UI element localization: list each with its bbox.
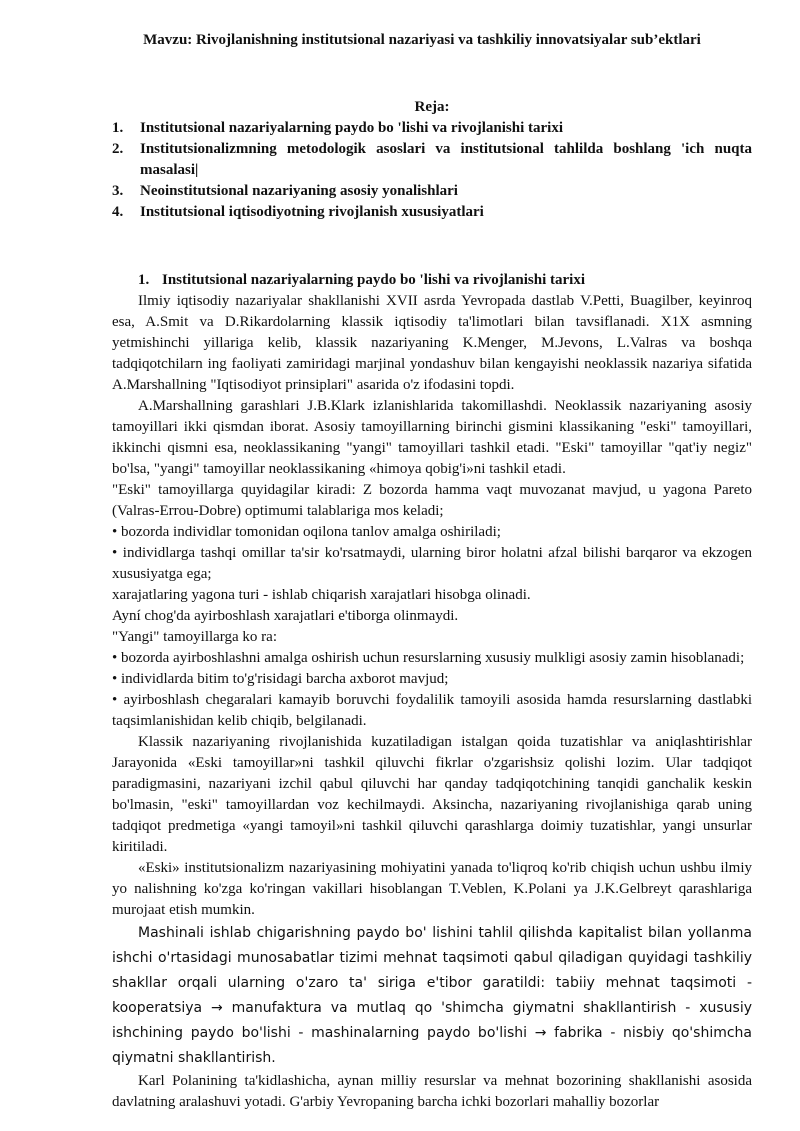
document-title: Mavzu: Rivojlanishning institutsional nazariyasi va tashkiliy innovatsiyalar sub’ektlari bbox=[143, 32, 701, 48]
paragraph: Mashinali ishlab chigarishning paydo bo' lishini tahlil qilishda kapitalist bilan yollanma ishchi o'rtasidagi munosabatlar tizimi mehnat taqsimoti qabul qiladigan quyidagi tashkiliy shakllar orqali ularning o'zaro ta' siriga e'tibor garatildi: tabiiy mehnat taqsimoti - kooperatsiya → manufaktura va mutlaq qo 'shimcha giymatni shakllantirish - xususiy ishchining paydo bo'lishi - mashinalarning paydo bo'lishi → fabrika - nisbiy qo'shimcha qiymatni shakllantirish. bbox=[112, 925, 752, 1066]
plan-item bbox=[112, 181, 752, 202]
section-body bbox=[112, 291, 752, 1113]
plan-list bbox=[112, 118, 752, 223]
section-heading bbox=[112, 270, 752, 291]
paragraph: «Eski» institutsionalizm nazariyasining mohiyatini yanada to'liqroq ko'rib chiqish uchun ushbu ilmiy yo nalishning ko'zga ko'ringan vakillari hisoblangan T.Veblen, K.Polani ya J.K.Gelbreyt qarashlariga murojaat etish mumkin. bbox=[112, 860, 752, 918]
plan-item-text: Institutsionalizmning metodologik asoslari va institutsional tahlilda boshlang 'ich nuqta masalasi| bbox=[140, 141, 752, 178]
plan-item bbox=[112, 139, 752, 181]
paragraph: Klassik nazariyaning rivojlanishida kuzatiladigan istalgan qoida tuzatishlar va aniqlashtirishlar Jarayonida «Eski tamoyillar»ni tashkil qiluvchi fikrlar o'zgarishsiz qolishi lozim. Ular tadqiqot paradigmasini, nazariyani izchil qabul qiluvchi har qanday tadqiqotchining tanqidi ganchalik keskin bo'lmasin, "eski" tamoyillardan voz kechilmaydi. Aksincha, nazariyaning rivojlanishiga qarab uning tadqiqot predmetiga «yangi tamoyil»ni tashkil qiluvchi qarashlarga doimiy tuzatishlar, yangi unsurlar kiritiladi. bbox=[112, 734, 752, 855]
plan-heading: Reja: bbox=[414, 99, 450, 115]
plan-item-text: Institutsional nazariyalarning paydo bo 'lishi va rivojlanishi tarixi bbox=[140, 120, 563, 136]
plan-item-number: 1. bbox=[112, 120, 124, 136]
paragraph: xarajatlaring yagona turi - ishlab chiqarish xarajatlari hisobga olinadi. bbox=[112, 587, 531, 603]
paragraph: Karl Polanining ta'kidlashicha, aynan milliy resurslar va mehnat bozorining shakllanishi asosida davlatning aralashuvi yotadi. G'arbiy Yevropaning barcha ichki bozorlari mahalliy bozorlar bbox=[112, 1073, 752, 1110]
plan-item-text: Neoinstitutsional nazariyaning asosiy yonalishlari bbox=[140, 183, 458, 199]
plan-item-number: 3. bbox=[112, 183, 124, 199]
plan-item-number: 4. bbox=[112, 204, 124, 220]
plan-item-text: Institutsional iqtisodiyotning rivojlanish xususiyatlari bbox=[140, 204, 484, 220]
section-number: 1. bbox=[138, 272, 150, 288]
plan-item bbox=[112, 118, 752, 139]
bullet-item: • bozorda individlar tomonidan oqilona tanlov amalga oshiriladi; bbox=[112, 524, 501, 540]
plan-item-number: 2. bbox=[112, 141, 124, 157]
bullet-item: • ayirboshlash chegaralari kamayib boruvchi foydalilik tamoyili asosida hamda resurslarning dastlabki taqsimlanishidan kelib chiqib, belgilanadi. bbox=[112, 692, 752, 729]
bullet-item: • individlarga tashqi omillar ta'sir ko'rsatmaydi, ularning biror holatni afzal bilishi barqaror va ekzogen xususiyatga ega; bbox=[112, 545, 752, 582]
paragraph: "Yangi" tamoyillarga ko ra: bbox=[112, 629, 278, 645]
section-title: Institutsional nazariyalarning paydo bo 'lishi va rivojlanishi tarixi bbox=[162, 272, 585, 288]
paragraph: Ilmiy iqtisodiy nazariyalar shakllanishi XVII asrda Yevropada dastlab V.Petti, Buagilber, keyinroq esa, A.Smit va D.Rikardolarning klassik iqtisodiy ta'limotlari bilan tavsiflanadi. X1X asmning yetmishinchi yillariga kelib, klassik nazariyaning K.Menger, M.Jevons, L.Valras va boshqa tadqiqotchilarn ing faoliyati zamiridagi marjinal yondashuv bilan kengayishi neoklassik nazariya sifatida A.Marshallning "Iqtisodiyot prinsiplari" asarida o'z ifodasini topdi. bbox=[112, 293, 752, 393]
paragraph: A.Marshallning garashlari J.B.Klark izlanishlarida takomillashdi. Neoklassik nazariyaning asosiy tamoyillari ikki qismdan iborat. Asosiy tamoyillarning birinchi gismini klassikaning "eski" tamoyillari, ikkinchi qismni esa, neoklassikaning "yangi" tamoyillari tashkil etadi. "Eski" tamoyillar "qat'iy negiz" bo'lsa, "yangi" tamoyillar neoklassikaning «himoya qobig'i»ni tashkil etadi. bbox=[112, 398, 752, 477]
bullet-item: • individlarda bitim to'g'risidagi barcha axborot mavjud; bbox=[112, 671, 449, 687]
paragraph: "Eski" tamoyillarga quyidagilar kiradi: Z bozorda hamma vaqt muvozanat mavjud, u yagona Pareto (Valras-Errou-Dobre) optimumi talablariga mos keladi; bbox=[112, 482, 752, 519]
plan-item bbox=[112, 202, 752, 223]
bullet-item: • bozorda ayirboshlashni amalga oshirish uchun resurslarning xususiy mulkligi asosiy zamin hisoblanadi; bbox=[112, 650, 745, 666]
paragraph: Ayní chog'da ayirboshlash xarajatlari e'tiborga olinmaydi. bbox=[112, 608, 459, 624]
